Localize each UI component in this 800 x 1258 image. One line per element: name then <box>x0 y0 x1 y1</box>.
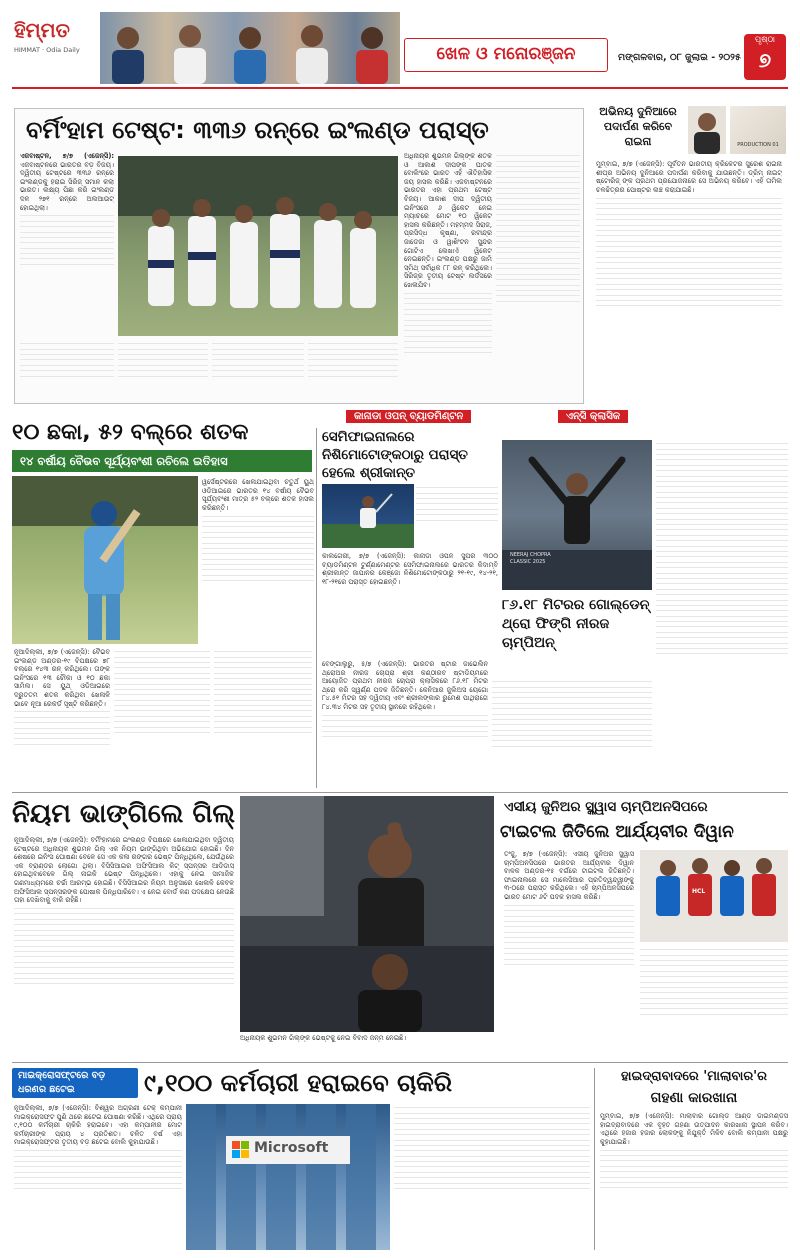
srikanth-side <box>416 484 498 548</box>
column-rule-1 <box>316 428 317 788</box>
masthead-logo-sub: HIMMAT · Odia Daily <box>14 46 80 54</box>
page-label: ପୃଷ୍ଠା <box>754 35 776 45</box>
section-rule-lower <box>12 1062 788 1063</box>
microsoft-logo-text: Microsoft <box>254 1140 329 1156</box>
hyderabad-headline: ଗହଣା କାରଖାନା <box>650 1090 738 1106</box>
vaibhav-subhead: ୧୪ ବର୍ଷୀୟ ବୈଭବ ସୂର୍ଯ୍ୟବଂଶୀ ରଚିଲେ ଇତିହାସ <box>20 454 228 468</box>
srikanth-body <box>322 552 498 598</box>
top-story-col-5 <box>404 152 492 400</box>
vaibhav-side-col <box>202 478 314 646</box>
vaibhav-side-text: ୱର୍ସେଷ୍ଟରରେ ଖେଳାଯାଇଥିବା ଚତୁର୍ଥ ୟୁଥ୍‌ ଓଡିଆଇରେ ଭାରତର ୧୪ ବର୍ଷୀୟ ବୈଭବ ସୂର୍ଯ୍ୟବଂଶୀ ମାତ୍ର ୫୨ ବଲ୍‌ରେ ଶତକ ହାସଲ କରିଛନ୍ତି। <box>202 478 314 512</box>
page-number: ୭ <box>758 48 772 72</box>
neeraj-section-label: ଏନ୍‌ସି କ୍ଲାସିକ <box>558 410 628 423</box>
masthead-photo-strip <box>100 12 400 84</box>
top-story-headline: ବର୍ମିଂହାମ ଟେଷ୍ଟ: ୩୩୬ ରନ୍‌ରେ ଇଂଲଣ୍ଡ ପରାସ୍ତ <box>26 116 489 144</box>
section-rule-mid <box>12 792 788 793</box>
raina-body-text: ମୁମ୍ବାଇ, ୭/୭ (ଏଜେନ୍ସି): ପୂର୍ବତନ ଭାରତୀୟ କ୍ରିକେଟର ସୁରେଶ ରାଇନା ଶୀଘ୍ର ଅଭିନୟ ଦୁନିଆରେ ପଦାର୍ପଣ କରିବାକୁ ଯାଉଛନ୍ତି। ଡ୍ରିମ୍‌ ନାଇଟ୍‌ ଷ୍ଟୋରିଜ୍‌ ଙ୍କ ପ୍ରଥମ ପ୍ରଯୋଜନାରେ ସେ ଅଭିନୟ କରିବେ। ଏହି ତାମିଲ ଚଳଚ୍ଚିତ୍ରର ପୋଷ୍ଟର ଲଞ୍ଚ କରାଯାଇଛି। <box>596 160 782 194</box>
vaibhav-body-col-1 <box>14 648 110 786</box>
top-story-photo <box>118 156 398 336</box>
squash-headline-2: ଟାଇଟଲ ଜିତିଲେ ଆର୍ଯ୍ୟବୀର ଦିୱାନ <box>500 822 734 842</box>
gill-photo <box>240 796 494 1032</box>
vaibhav-headline: ୧୦ ଛକା, ୫୨ ବଲ୍‌ରେ ଶତକ <box>12 420 249 445</box>
masthead <box>12 8 788 88</box>
hyderabad-kicker: ହାଇଦ୍ରାବାଦରେ 'ମାଲାବାର'ର <box>620 1069 768 1084</box>
squash-headline-1: ଏସୀୟ ଜୁନିଅର ସ୍କ୍ୱାସ ଚାମ୍ପିଅନସିପରେ <box>504 799 708 815</box>
microsoft-kicker-box <box>12 1068 138 1098</box>
squash-body: ତଂଜୁ, ୭/୭ (ଏଜେନ୍ସି): ଏସୀୟ ଜୁନିଅର ସ୍କ୍ୱାସ ଚାମ୍ପିଅନସିପରେ ଭାରତର ଆର୍ଯ୍ୟବୀର ଦିୱାନ ବାଳକ ଅଣ୍ଡର-୧୫ ବର୍ଗରେ ଟାଇଟଲ ଜିତିଛନ୍ତି। ଫାଇନାଲରେ ସେ ମାଲେସିଆର ପ୍ରତିଦ୍ୱନ୍ଦ୍ୱୀଙ୍କୁ ୩-୦ରେ ପରାସ୍ତ କରିଥିଲେ। ଏହି ଚାମ୍ପିଅନସିପରେ ଭାରତ ମୋଟ ୬ଟି ପଦକ ହାସଲ କରିଛି। <box>504 850 634 901</box>
top-story-col-3-lower <box>212 340 304 400</box>
top-story-col-2-lower <box>118 340 208 400</box>
raina-poster-label: PRODUCTION 01 <box>737 142 779 148</box>
top-story-lead: ଏଜବାଷ୍ଟନରେ ଭାରତର ବଡ଼ ବିଜୟ। ଦ୍ୱିତୀୟ ଟେଷ୍ଟରେ ୩୩୬ ରନ୍‌ରେ ଇଂଲଣ୍ଡକୁ ହରାଇ ସିରିଜ୍‌ ସମାନ କଲା ଭାରତ। ଲକ୍ଷ୍ୟ ପିଛା କରି ଇଂଲଣ୍ଡ ଦଳ ୨୭୧ ରନ୍‌ରେ ଅଲଆଉଟ୍‌ ହୋଇଥିଲା। <box>20 160 114 212</box>
srikanth-photo <box>322 484 414 548</box>
microsoft-headline: ୯,୧୦୦ କର୍ମଚାରୀ ହରାଇବେ ଚାକିରି <box>144 1069 453 1097</box>
raina-headline: ଅଭିନୟ ଦୁନିଆରେ ପଦାର୍ପଣ କରିବେ ରାଇନା <box>599 105 677 148</box>
issue-date: ମଙ୍ଗଳବାର, ୦୮ ଜୁଲାଇ - ୨୦୨୫ <box>618 52 741 63</box>
page-number-badge <box>744 34 786 80</box>
vaibhav-body-col-3 <box>214 648 312 786</box>
neeraj-body-col-2 <box>492 678 652 788</box>
squash-photo <box>640 850 788 942</box>
vaibhav-body: ନୂଆଦିଲ୍ଲୀ, ୭/୭ (ଏଜେନ୍ସି): ବୈଭବ ଇଂଲଣ୍ଡ ଅଣ୍ଡର-୧୯ ବିପକ୍ଷରେ ୭୮ ବଲ୍‌ରେ ୧୪୩ ରନ୍‌ କରିଥିଲେ। ତାଙ୍କ ଇନିଂସରେ ୧୩ ଚୌକା ଓ ୧୦ ଛକା ସାମିଲ। ସେ ୟୁଥ୍‌ ଓଡିଆଇରେ ଦ୍ରୁତତମ ଶତକ କରିଥିବା ଖେଳାଳି ଭାବେ ନୂଆ ରେକର୍ଡ ସୃଷ୍ଟି କରିଛନ୍ତି। <box>14 648 110 708</box>
hyderabad-body <box>600 1112 788 1250</box>
squash-body-col-1 <box>504 850 634 1056</box>
srikanth-body-text: କାଲଗେରୀ, ୭/୭ (ଏଜେନ୍ସି): କାନାଡା ଓପନ ସୁପର ୩୦୦ ବ୍ୟାଡମିଣ୍ଟନ ଟୁର୍ଣ୍ଣାମେଣ୍ଟର ସେମିଫାଇନାଲରେ ଭାରତର କିଦାମ୍ବି ଶ୍ରୀକାନ୍ତ ଜାପାନର କେଞ୍ଜୋ ନିଶିମୋଟୋଙ୍କଠାରୁ ୨୧-୧୯, ୧୪-୨୧, ୧୮-୨୧ରେ ପରାସ୍ତ ହୋଇଛନ୍ତି। <box>322 552 498 586</box>
neeraj-photo-sign: NEERAJ CHOPRA CLASSIC 2025 <box>510 552 551 565</box>
masthead-logo <box>14 18 98 84</box>
neeraj-body: ବେଙ୍ଗାଲୁରୁ, ୫/୭ (ଏଜେନ୍ସି): ଭାରତର ଷ୍ଟାର ଜାଭେଲିନ ଥ୍ରୋଅର ନୀରଜ ଚୋପ୍ରା ଶ୍ରୀ କଣ୍ଠୀରବ ଷ୍ଟାଡିୟମରେ ଆୟୋଜିତ ପ୍ରଥମ ନୀରଜ ଚୋପ୍ରା କ୍ଲାସିକରେ ୮୬.୧୮ ମିଟର ଥ୍ରୋ କରି ସ୍ୱର୍ଣ୍ଣ ପଦକ ଜିତିଛନ୍ତି। କେନିଆର ଜୁଲିଅସ ୟେଗୋ ୮୪.୫୧ ମିଟର ସହ ଦ୍ୱିତୀୟ ଏବଂ ଶ୍ରୀଲଙ୍କାର ରୁମେଶ ପାଥିରାଗେ ୮୪.୩୪ ମିଟର ସହ ତୃତୀୟ ସ୍ଥାନରେ ରହିଥିଲେ। <box>322 660 488 711</box>
column-rule-2 <box>594 1068 595 1250</box>
top-story-body: ଅଧିନାୟକ ଶୁଭମନ ଗିଲ୍‌ଙ୍କ ଶତକ ଓ ଆକାଶ ଦୀପଙ୍କ ଘାତକ ବୋଲିଂରେ ଭାରତ ଏହି ଐତିହାସିକ ଜୟ ହାସଲ କରିଛି। ଏଜବାଷ୍ଟନରେ ଭାରତର ଏହା ପ୍ରଥମ ଟେଷ୍ଟ ବିଜୟ। ଆକାଶ ଦୀପ ଦ୍ୱିତୀୟ ଇନିଂସରେ ୬ ୱିକେଟ ନେଇ ମ୍ୟାଚରେ ମୋଟ ୧୦ ୱିକେଟ ହାସଲ କରିଛନ୍ତି। ମହମ୍ମଦ ସିରାଜ, ପ୍ରସିଦ୍ଧ କୃଷ୍ଣା, ରବୀନ୍ଦ୍ର ଜାଡେଜା ଓ ୱାଶିଂଟନ ସୁନ୍ଦର ଗୋଟିଏ ଲେଖାଏଁ ୱିକେଟ ନେଇଛନ୍ତି। ଇଂଲଣ୍ଡ ପକ୍ଷରୁ ଜାମି ସ୍ମିଥ୍‌ ସର୍ବାଧିକ ୮୮ ରନ୍‌ କରିଥିଲେ। ସିରିଜ୍‌ର ତୃତୀୟ ଟେଷ୍ଟ ଲର୍ଡସରେ ଖେଳାଯିବ। <box>404 152 492 289</box>
raina-promo <box>590 104 788 404</box>
vaibhav-photo <box>12 476 198 644</box>
neeraj-body-col-1 <box>322 660 488 788</box>
top-story-dateline: ଏଜବାଷ୍ଟନ, ୭/୭ (ଏଜେନ୍ସି): <box>20 152 114 160</box>
hyderabad-body-text: ମୁମ୍ବାଇ, ୭/୭ (ଏଜେନ୍ସି): ମାଲାବାର ଗୋଲ୍ଡ ଆଣ୍ଡ ଡାଇମଣ୍ଡସ ହାଇଦ୍ରାବାଦରେ ଏକ ବୃହତ ଗହଣା ଉତ୍ପାଦନ କାରଖାନା ସ୍ଥାପନ କରିବ। ଏଥିରେ ହଜାର ହଜାର ଲୋକଙ୍କୁ ନିଯୁକ୍ତି ମିଳିବ ବୋଲି କମ୍ପାନୀ ପକ୍ଷରୁ କୁହାଯାଇଛି। <box>600 1112 788 1146</box>
raina-body <box>596 160 782 400</box>
microsoft-photo <box>186 1104 390 1250</box>
srikanth-headline: ସେମିଫାଇନାଲରେ ନିଶିମୋଟୋଙ୍କଠାରୁ ପରାସ୍ତ ହେଲେ ଶ୍ରୀକାନ୍ତ <box>322 429 468 481</box>
squash-body-col-2 <box>640 946 788 1056</box>
microsoft-body-col-2 <box>394 1104 590 1250</box>
neeraj-photo <box>502 440 652 590</box>
section-title-banner <box>404 38 608 72</box>
gill-body-col-1 <box>14 836 234 1060</box>
top-story-col-1 <box>20 152 114 338</box>
neeraj-side-col <box>656 440 788 792</box>
squash-jersey-label: HCL <box>692 888 706 895</box>
raina-poster <box>730 106 786 154</box>
top-story-col-4-lower <box>308 340 398 400</box>
microsoft-body-col-1 <box>14 1104 182 1250</box>
masthead-rule <box>12 87 788 89</box>
gill-caption: ଅଧିନାୟକ ଶୁଭମନ ଗିଲ୍‌ଙ୍କ ଭେଷ୍ଟକୁ ନେଇ ବିବାଦ ଜନ୍ମ ନେଇଛି। <box>240 1034 407 1042</box>
vaibhav-subhead-bar <box>12 450 312 472</box>
microsoft-body: ନୂଆଦିଲ୍ଲୀ, ୭/୭ (ଏଜେନ୍ସି): ବିଶ୍ୱର ଅଗ୍ରଣୀ ଟେକ୍‌ କମ୍ପାନୀ ମାଇକ୍ରୋସଫ୍ଟ ପୁଣି ଥରେ ଛଟେଇ ଘୋଷଣା କରିଛି। ଏଥିରେ ପ୍ରାୟ ୯,୧୦୦ କର୍ମଚାରୀ ଚାକିରି ହରାଇବେ। ଏହା କମ୍ପାନୀର ମୋଟ କର୍ମଚାରୀଙ୍କ ପ୍ରାୟ ୪ ପ୍ରତିଶତ। ଚଳିତ ବର୍ଷ ଏହା ମାଇକ୍ରୋସଫ୍ଟର ତୃତୀୟ ବଡ଼ ଛଟେଇ ବୋଲି କୁହାଯାଉଛି। <box>14 1104 182 1147</box>
top-story-col-6 <box>496 152 580 400</box>
vaibhav-body-col-2 <box>114 648 210 786</box>
gill-body: ନୂଆଦିଲ୍ଲୀ, ୭/୭ (ଏଜେନ୍ସି): ବର୍ମିଂହାମରେ ଇଂଲଣ୍ଡ ବିପକ୍ଷରେ ଖେଳାଯାଇଥିବା ଦ୍ୱିତୀୟ ଟେଷ୍ଟରେ ଅଧିନାୟକ ଶୁଭମନ ଗିଲ୍‌ ଏକ ନିୟମ ଭାଙ୍ଗିଥିବା ଅଭିଯୋଗ ହୋଇଛି। ଦିନ ଶେଷରେ ଇନିଂସ ଘୋଷଣା ବେଳେ ସେ ଏକ କଳା ରଙ୍ଗର ଭେଷ୍ଟ ପିନ୍ଧିଥିଲେ, ଯେଉଁଥିରେ ଏକ ବ୍ରାଣ୍ଡର ଲୋଗୋ ଥିଲା। ବିସିସିଆଇର ଅଫିସିଆଲ କିଟ୍‌ ସ୍ପନ୍ସର ଆଡିଡାସ୍‌ ହୋଇଥିବାବେଳେ ଗିଲ୍‌ ନାଇକି ଭେଷ୍ଟ ପିନ୍ଧିଥିଲେ। ଏହାକୁ ନେଇ ସାମାଜିକ ଗଣମାଧ୍ୟମରେ ଚର୍ଚ୍ଚା ଆରମ୍ଭ ହୋଇଛି। ବିସିସିଆଇର ନିୟମ ଅନୁସାରେ ଖେଳାଳି କେବଳ ଅଫିସିଆଲ ସ୍ପନ୍ସରଙ୍କ ପୋଷାକ ପିନ୍ଧିପାରିବେ। ଏ ନେଇ ବୋର୍ଡ କଣ ପଦକ୍ଷେପ ନେଉଛି ତାହା ଦେଖିବାକୁ ବାକି ରହିଛି। <box>14 836 234 905</box>
top-story-col-1-lower <box>20 340 114 400</box>
gill-headline: ନିୟମ ଭାଙ୍ଗିଲେ ଗିଲ୍ <box>12 799 236 829</box>
neeraj-headline: ୮୬.୧୮ ମିଟରର ଗୋଲ୍ଡେନ୍ ଥ୍ରୋ ଫିଙ୍ଗି ନୀରଜ ଚାମ୍ପିଅନ୍ <box>502 597 650 651</box>
badminton-section-label: କାନାଡା ଓପନ୍ ବ୍ୟାଡମିଣ୍ଟନ <box>346 410 471 423</box>
section-title: ଖେଳ ଓ ମନୋରଞ୍ଜନ <box>436 44 576 64</box>
masthead-logo-text: ହିମ୍ମତ <box>14 18 70 42</box>
microsoft-kicker: ମାଇକ୍ରୋସଫ୍ଟରେ ବଡ଼ ଧରଣର ଛଟେଇ <box>18 1070 106 1095</box>
raina-portrait <box>688 106 726 154</box>
